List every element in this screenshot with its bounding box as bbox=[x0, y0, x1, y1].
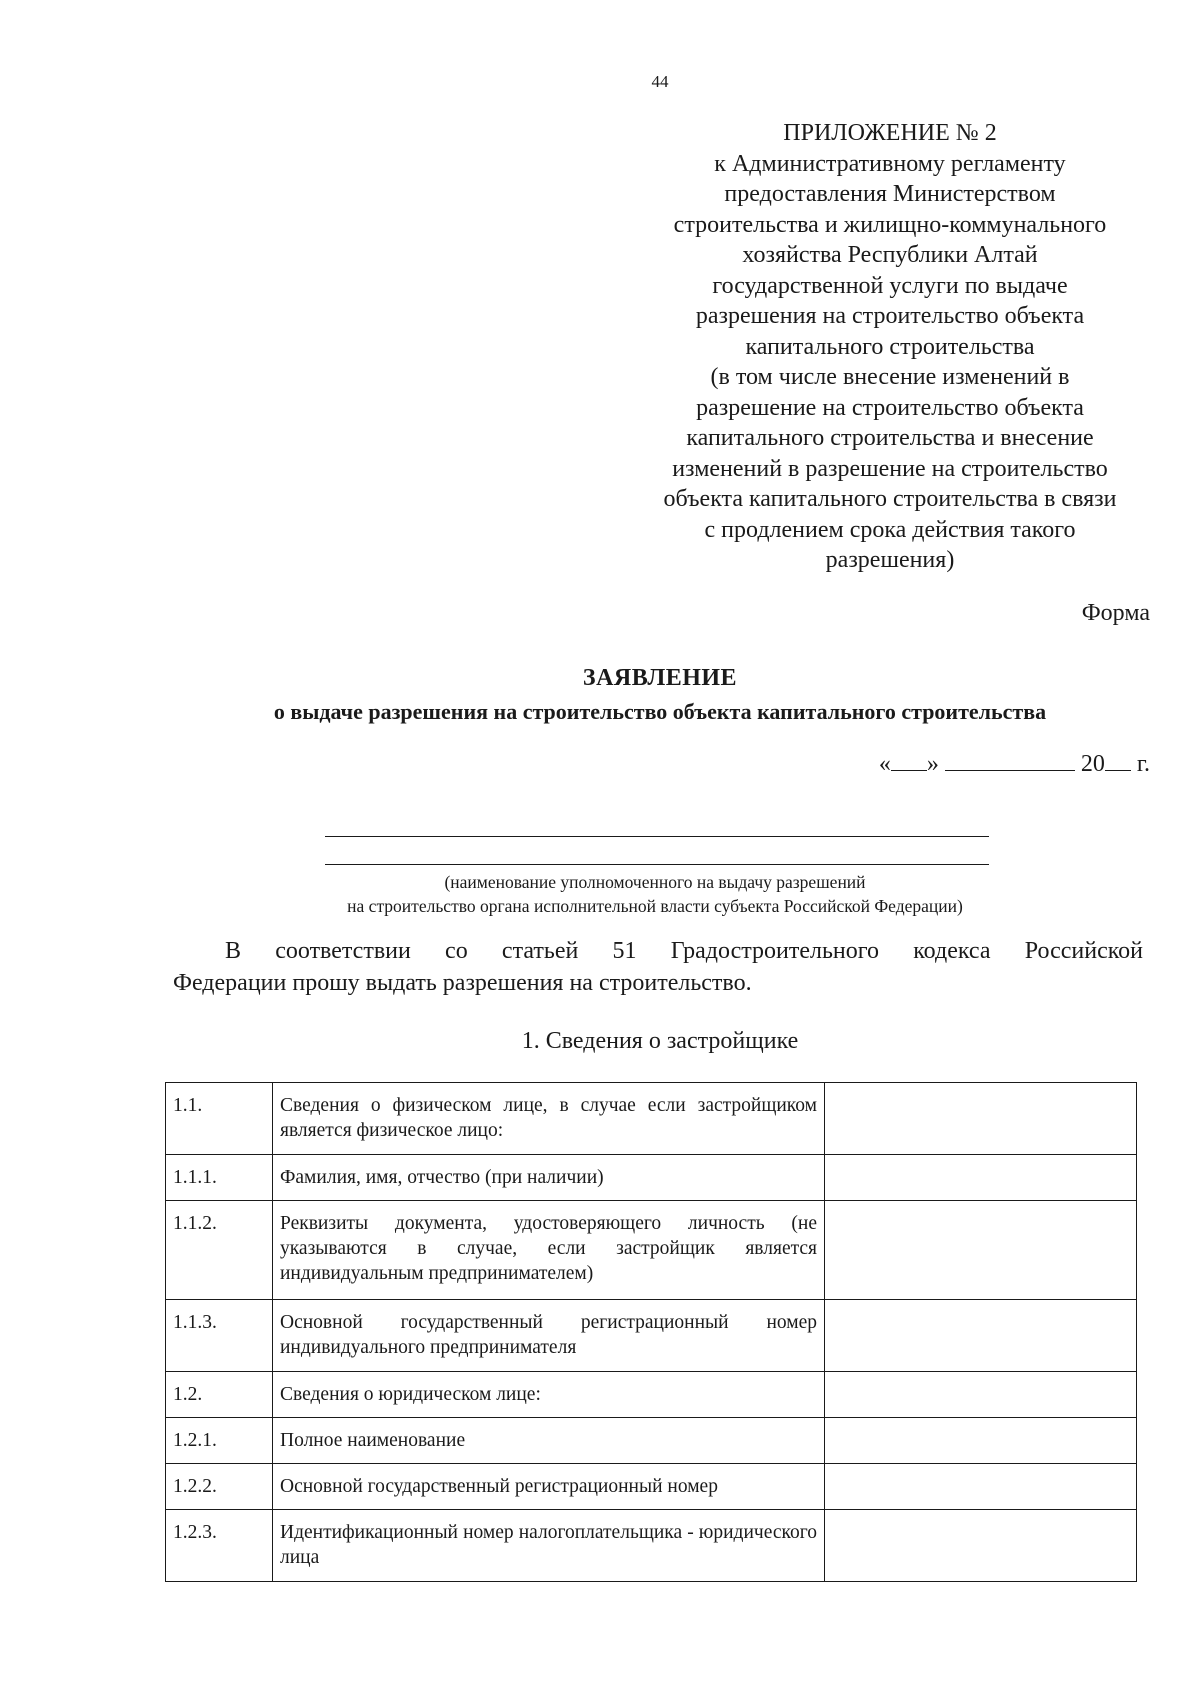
table-row bbox=[166, 1418, 1137, 1464]
row-value-cell[interactable] bbox=[825, 1418, 1137, 1464]
row-number: 1.1.2. bbox=[166, 1201, 273, 1300]
table-row bbox=[166, 1155, 1137, 1201]
appendix-heading bbox=[615, 118, 1165, 576]
row-description: Фамилия, имя, отчество (при наличии) bbox=[273, 1155, 825, 1201]
section-heading: 1. Сведения о застройщике bbox=[521, 1028, 799, 1054]
appendix-line: (в том числе внесение изменений в bbox=[710, 364, 1070, 390]
authority-caption-line: на строительство органа исполнительной власти субъекта Российской Федерации) bbox=[347, 896, 963, 916]
day-blank[interactable] bbox=[891, 750, 927, 771]
row-description: Сведения о юридическом лице: bbox=[273, 1372, 825, 1418]
appendix-line: разрешение на строительство объекта bbox=[696, 394, 1084, 421]
year-prefix: 20 bbox=[1080, 751, 1105, 777]
appendix-line: изменений в разрешение на строительство bbox=[672, 455, 1108, 482]
authority-name-line[interactable] bbox=[325, 864, 989, 865]
intro-line: В соответствии со статьей 51 Градостроительного кодекса Российской bbox=[225, 938, 1143, 964]
form-label: Форма bbox=[1081, 600, 1150, 626]
document-title bbox=[170, 662, 1150, 728]
row-number: 1.2.1. bbox=[166, 1418, 273, 1464]
appendix-line: строительства и жилищно-коммунального bbox=[673, 211, 1107, 238]
date-line bbox=[879, 750, 1150, 778]
row-number: 1.2.2. bbox=[166, 1464, 273, 1510]
intro-paragraph bbox=[173, 935, 1143, 999]
row-value-cell[interactable] bbox=[825, 1372, 1137, 1418]
title-main: ЗАЯВЛЕНИЕ bbox=[582, 665, 738, 691]
table-row bbox=[166, 1300, 1137, 1372]
title-sub: о выдаче разрешения на строительство объекта капитального строительства bbox=[273, 699, 1047, 724]
table-row bbox=[166, 1510, 1137, 1582]
page-number: 44 bbox=[651, 72, 669, 91]
table-row bbox=[166, 1372, 1137, 1418]
appendix-line: хозяйства Республики Алтай bbox=[742, 242, 1038, 268]
row-number: 1.1.1. bbox=[166, 1155, 273, 1201]
row-number: 1.2. bbox=[166, 1372, 273, 1418]
month-blank[interactable] bbox=[945, 750, 1075, 771]
row-description: Основной государственный регистрационный номер bbox=[273, 1464, 825, 1510]
row-value-cell[interactable] bbox=[825, 1155, 1137, 1201]
row-description: Основной государственный регистрационный номер индивидуального предпринимателя bbox=[273, 1300, 825, 1372]
appendix-line: к Административному регламенту bbox=[714, 150, 1066, 177]
row-value-cell[interactable] bbox=[825, 1300, 1137, 1372]
row-description: Идентификационный номер налогоплательщика - юридического лица bbox=[273, 1510, 825, 1582]
row-value-cell[interactable] bbox=[825, 1464, 1137, 1510]
date-close-quote: » bbox=[926, 751, 939, 777]
row-number: 1.1. bbox=[166, 1083, 273, 1155]
table-row bbox=[166, 1464, 1137, 1510]
row-number: 1.2.3. bbox=[166, 1510, 273, 1582]
row-value-cell[interactable] bbox=[825, 1510, 1137, 1582]
authority-caption-line: (наименование уполномоченного на выдачу разрешений bbox=[444, 872, 866, 892]
appendix-line: разрешения) bbox=[825, 547, 955, 573]
year-suffix: г. bbox=[1136, 751, 1150, 777]
row-value-cell[interactable] bbox=[825, 1083, 1137, 1155]
appendix-line: разрешения на строительство объекта bbox=[695, 303, 1085, 329]
appendix-line: государственной услуги по выдаче bbox=[712, 272, 1068, 299]
appendix-line: капитального строительства и внесение bbox=[686, 425, 1094, 451]
table-row bbox=[166, 1201, 1137, 1300]
row-description: Полное наименование bbox=[273, 1418, 825, 1464]
year-blank[interactable] bbox=[1105, 750, 1131, 771]
intro-line: Федерации прошу выдать разрешения на строительство. bbox=[173, 970, 752, 996]
authority-caption bbox=[240, 870, 1070, 918]
applicant-info-table bbox=[165, 1082, 1137, 1582]
appendix-line: капитального строительства bbox=[745, 333, 1035, 360]
date-open-quote: « bbox=[878, 751, 891, 777]
table-row bbox=[166, 1083, 1137, 1155]
authority-name-line[interactable] bbox=[325, 836, 989, 837]
row-value-cell[interactable] bbox=[825, 1201, 1137, 1300]
row-description: Сведения о физическом лице, в случае если застройщиком является физическое лицо: bbox=[273, 1083, 825, 1155]
appendix-line: предоставления Министерством bbox=[724, 181, 1056, 207]
row-description: Реквизиты документа, удостоверяющего личность (не указываются в случае, если застройщик является индивидуальным предпринимателем) bbox=[273, 1201, 825, 1300]
row-number: 1.1.3. bbox=[166, 1300, 273, 1372]
appendix-line: с продлением срока действия такого bbox=[704, 516, 1076, 543]
appendix-line: объекта капитального строительства в связи bbox=[663, 486, 1117, 512]
appendix-line: ПРИЛОЖЕНИЕ № 2 bbox=[783, 120, 997, 146]
